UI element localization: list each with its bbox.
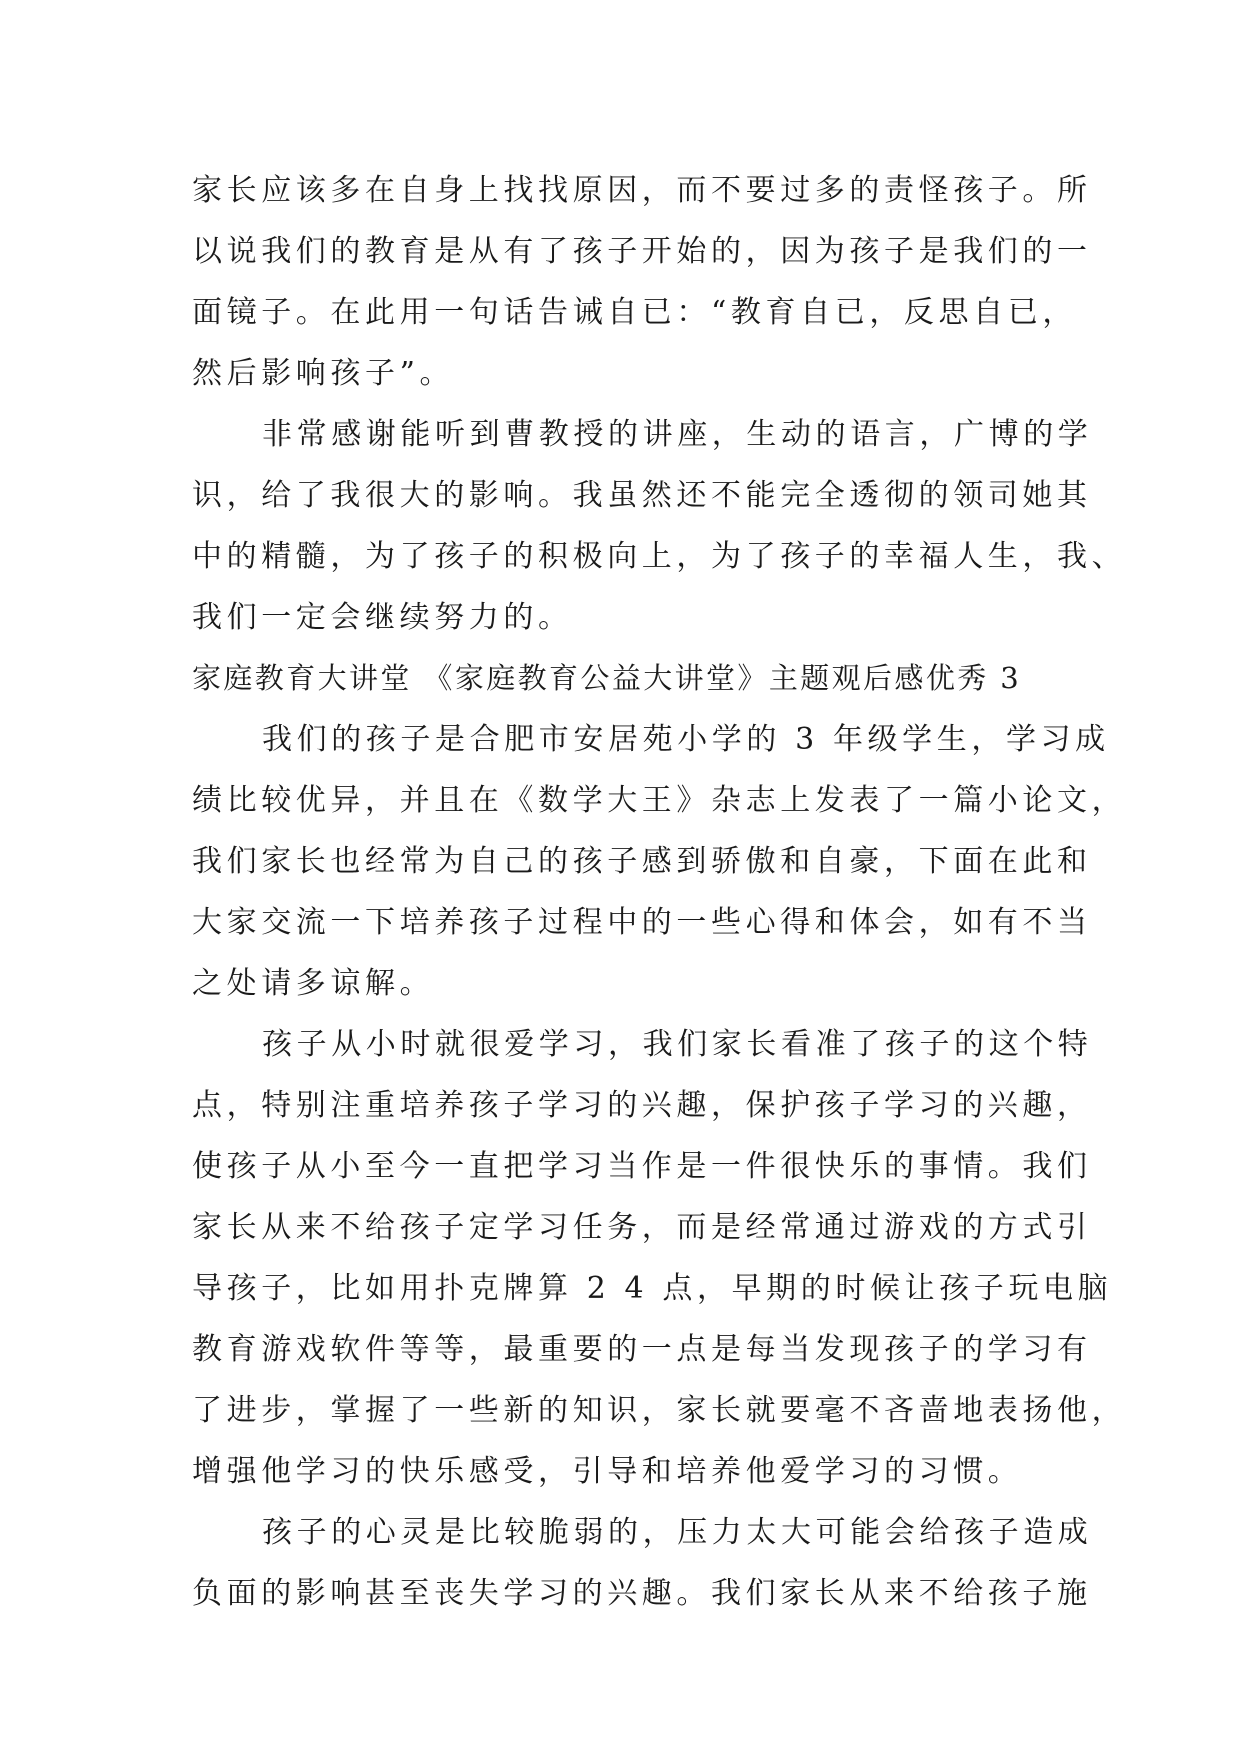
text-line: 负面的影响甚至丧失学习的兴趣。我们家长从来不给孩子施 xyxy=(192,1576,1092,1611)
text-line: 识，给了我很大的影响。我虽然还不能完全透彻的领司她其 xyxy=(192,478,1092,513)
text-line: 面镜子。在此用一句话告诫自已：“教育自已，反思自已， xyxy=(192,295,1077,330)
paragraph-first-line: 我们的孩子是合肥市安居苑小学的 3 年级学生，学习成 xyxy=(262,722,1110,757)
text-line: 绩比较优异，并且在《数学大王》杂志上发表了一篇小论文， xyxy=(192,783,1127,818)
text-line: 之处请多谅解。 xyxy=(192,966,435,1001)
text-line: 了进步，掌握了一些新的知识，家长就要毫不吝啬地表扬他， xyxy=(192,1393,1127,1428)
text-line: 家长应该多在自身上找找原因，而不要过多的责怪孩子。所 xyxy=(192,173,1092,208)
text-line: 中的精髓，为了孩子的积极向上，为了孩子的幸福人生，我、 xyxy=(192,539,1127,574)
text-line: 使孩子从小至今一直把学习当作是一件很快乐的事情。我们 xyxy=(192,1149,1092,1184)
text-line: 我们家长也经常为自己的孩子感到骄傲和自豪，下面在此和 xyxy=(192,844,1092,879)
document-body xyxy=(192,160,1127,1624)
paragraph-first-line: 孩子的心灵是比较脆弱的，压力太大可能会给孩子造成 xyxy=(262,1515,1093,1550)
paragraph-first-line: 孩子从小时就很爱学习，我们家长看准了孩子的这个特 xyxy=(262,1027,1093,1062)
text-line: 我们一定会继续努力的。 xyxy=(192,600,573,635)
text-line: 导孩子，比如用扑克牌算 2 4 点，早期的时候让孩子玩电脑 xyxy=(192,1271,1113,1306)
text-line: 以说我们的教育是从有了孩子开始的，因为孩子是我们的一 xyxy=(192,234,1092,269)
paragraph-first-line: 非常感谢能听到曹教授的讲座，生动的语言，广博的学 xyxy=(262,417,1093,452)
section-heading: 家庭教育大讲堂 《家庭教育公益大讲堂》主题观后感优秀 3 xyxy=(192,661,1022,695)
text-line: 大家交流一下培养孩子过程中的一些心得和体会，如有不当 xyxy=(192,905,1092,940)
text-line: 增强他学习的快乐感受，引导和培养他爱学习的习惯。 xyxy=(192,1454,1023,1489)
text-line: 家长从来不给孩子定学习任务，而是经常通过游戏的方式引 xyxy=(192,1210,1092,1245)
text-line: 点，特别注重培养孩子学习的兴趣，保护孩子学习的兴趣， xyxy=(192,1088,1092,1123)
text-line: 教育游戏软件等等，最重要的一点是每当发现孩子的学习有 xyxy=(192,1332,1092,1367)
text-line: 然后影响孩子”。 xyxy=(192,356,455,391)
